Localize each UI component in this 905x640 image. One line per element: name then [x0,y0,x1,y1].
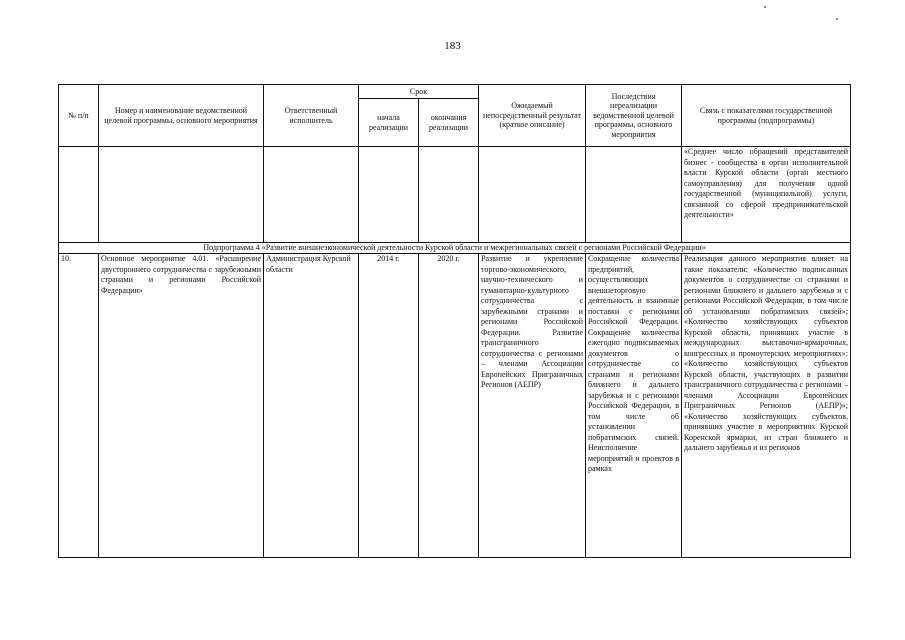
row-link-text: Реализация данного мероприятия влияет на такие показатели: «Количество подписанных документов о сотрудничестве со странами и регионами ближнего и дальнего зарубежья и с регионами Российской Федерации, в том числе об установлении побратимских связей»; «Количество хозяйствующих субъектов Курской области, принявших участие в международных выставочно-ярмарочных, конгрессных и промоутерских мероприятиях»; «Количество хозяйствующих субъектов Курской области, участвующих в развитии трансграничного сотрудничества с регионами – членами Ассоциации Европейских Приграничных Регионов (АЕПР)»; «Количество хозяйствующих субъектов, принявших участие в мероприятиях Курской Коренской ярмарки, из стран ближнего и дальнего зарубежья и из регионов [684,254,849,452]
row-name-text: Основное мероприятие 4.01. «Расширение двустороннего сотрудничества с зарубежными странами и регионами Российской Федерации» [101,254,261,295]
header-name: Номер и наименование ведомственной целевой программы, основного мероприятия [99,85,264,147]
page-number: 183 [444,40,461,52]
header-row [59,85,851,99]
row-responsible-text: Администрация Курской области [266,254,351,274]
row-link [682,254,851,558]
continued-link-cell: «Среднее число обращений представителей бизнес - сообщества в орган исполнительной власти Курской области (орган местного самоуправления) для получения одной государственной (муниципальной) услуги, связанной со сферой предпринимательской деятельности» [682,147,851,243]
subprogram-title: Подпрограмма 4 «Развитие внешнеэкономической деятельности Курской области и межрегиональных связей с регионами Российской Федерации» [59,243,851,254]
subprogram-row [59,243,851,254]
header-end: окончания реализации [419,99,479,147]
header-link: Связь с показателями государственной программы (подпрограммы) [682,85,851,147]
cell-empty [264,147,359,243]
row-end-text: 2020 г. [437,254,460,263]
cell-empty [99,147,264,243]
header-consequences: Последствия нереализации ведомственной целевой программы, основного мероприятия [586,85,682,147]
row-result-text: Развитие и укрепление торгово-экономического, научно-технического и гуманитарно-культурного сотрудничества с зарубежными странами и регионами Российской Федерации. Развитие трансграничного сотрудничества с регионами – членами Ассоциации Европейских Приграничных Регионов (АЕПР) [481,254,584,389]
row-name [99,254,264,558]
cell-empty [419,147,479,243]
table-row [59,254,851,558]
row-consequences-text: Сокращение количества предприятий, осуществляющих внешнеторговую деятельность и взаимные поставки с регионами Российской Федерации. Сокращение количества ежегодно подписываемых документов о сотрудничестве со странами и регионами ближнего и дальнего зарубежья и с регионами Российской Федерации, в том числе об установлении побратимских связей. Неисполнение мероприятий и проектов в рамках [588,254,680,473]
row-num-text: 10. [61,254,71,263]
header-term: Срок [359,85,479,99]
row-consequences [586,254,682,558]
row-start [359,254,419,558]
scan-speck [764,6,766,8]
cell-empty [586,147,682,243]
row-result [479,254,586,558]
row-start-text: 2014 г. [377,254,400,263]
row-responsible [264,254,359,558]
header-start: начала реализации [359,99,419,147]
header-num: № п/п [59,85,99,147]
continued-row [59,147,851,243]
scan-speck [836,18,838,20]
header-result: Ожидаемый непосредственный результат (краткое описание) [479,85,586,147]
cell-empty [479,147,586,243]
cell-empty [359,147,419,243]
header-responsible: Ответственный исполнитель [264,85,359,147]
program-table [58,84,851,558]
cell-empty [59,147,99,243]
row-end [419,254,479,558]
row-num [59,254,99,558]
